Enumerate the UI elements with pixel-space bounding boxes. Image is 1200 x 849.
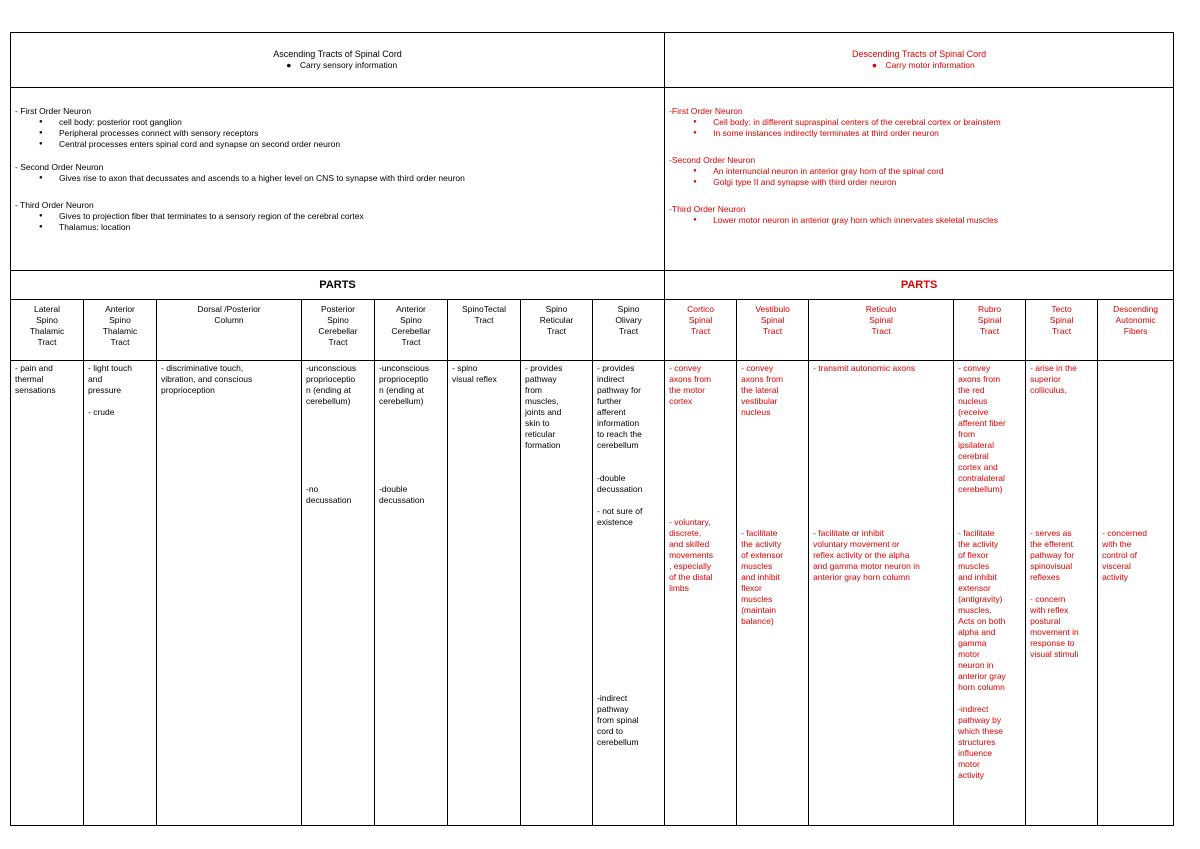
neuron-bullet-item: ● Lower motor neuron in anterior gray horn which innervates skeletal muscles bbox=[693, 215, 1169, 226]
ascending-description-cell: - discriminative touch, vibration, and conscious proprioception bbox=[157, 361, 302, 826]
descending-subtitle: Carry motor information bbox=[885, 60, 975, 70]
ascending-column-header: Spino Reticular Tract bbox=[521, 300, 593, 361]
neuron-row bbox=[11, 88, 1174, 271]
descending-column-header: Vestibulo Spinal Tract bbox=[737, 300, 809, 361]
ascending-column-header: Anterior Spino Cerebellar Tract bbox=[375, 300, 448, 361]
ascending-title: Ascending Tracts of Spinal Cord bbox=[273, 49, 402, 59]
first-order-list bbox=[15, 117, 660, 150]
parts-row bbox=[11, 271, 1174, 300]
descending-description-cell: - arise in the superior colliculus, - serves as the efferent pathway for spinovisual reflexes - concern with reflex postural movement in response to visual stimuli bbox=[1026, 361, 1098, 826]
bullet-icon: ● bbox=[871, 60, 877, 70]
ascending-parts-heading: PARTS bbox=[11, 271, 665, 300]
neuron-bullet-item: ● Thalamus: location bbox=[39, 222, 660, 233]
descending-description-cell: - convey axons from the motor cortex - voluntary, discrete, and skilled movements , especially of the distal limbs bbox=[665, 361, 737, 826]
spinal-tracts-table bbox=[10, 32, 1174, 826]
column-header-row bbox=[11, 300, 1174, 361]
descending-description-cell: - transmit autonomic axons - facilitate or inhibit voluntary movement or reflex activity or the alpha and gamma motor neuron in anterior gray horn column bbox=[809, 361, 954, 826]
descending-column-header: Descending Autonomic Fibers bbox=[1098, 300, 1174, 361]
neuron-bullet-item: ● Gives to projection fiber that terminates to a sensory region of the cerebral cortex bbox=[39, 211, 660, 222]
descending-column-header: Cortico Spinal Tract bbox=[665, 300, 737, 361]
second-order-title: - Second Order Neuron bbox=[15, 162, 104, 172]
ascending-description-cell: -unconscious proprioceptio n (ending at cerebellum) -double decussation bbox=[375, 361, 448, 826]
third-order-list bbox=[669, 215, 1169, 226]
third-order-list bbox=[15, 211, 660, 233]
neuron-bullet-item: ● Cell body: in different supraspinal centers of the cerebral cortex or brainstem bbox=[693, 117, 1169, 128]
first-order-title: - First Order Neuron bbox=[15, 106, 92, 116]
third-order-title: -Third Order Neuron bbox=[669, 204, 746, 214]
ascending-description-cell: - spino visual reflex bbox=[448, 361, 521, 826]
ascending-description-cell: -unconscious proprioceptio n (ending at cerebellum) -no decussation bbox=[302, 361, 375, 826]
ascending-column-header: Anterior Spino Thalamic Tract bbox=[84, 300, 157, 361]
neuron-bullet-item: ● In some instances indirectly terminates at third order neuron bbox=[693, 128, 1169, 139]
ascending-description-cell: - light touch and pressure - crude bbox=[84, 361, 157, 826]
title-row bbox=[11, 33, 1174, 88]
ascending-neurons bbox=[11, 88, 665, 271]
ascending-description-cell: - provides pathway from muscles, joints and skin to reticular formation bbox=[521, 361, 593, 826]
descending-title: Descending Tracts of Spinal Cord bbox=[852, 49, 987, 59]
descending-neurons bbox=[665, 88, 1174, 271]
descending-column-header: Reticulo Spinal Tract bbox=[809, 300, 954, 361]
ascending-column-header: Spino Olivary Tract bbox=[593, 300, 665, 361]
neuron-bullet-item: ● Peripheral processes connect with sensory receptors bbox=[39, 128, 660, 139]
descending-description-cell: - convey axons from the red nucleus (receive afferent fiber from ipsilateral cerebral cortex and contralateral cerebellum) - facilitate the activity of flexor muscles and inhibit extensor (antigravity) muscles. Acts on both alpha and gamma motor neuron in anterior gray horn column -indirect pathway by which these structures influence motor activity bbox=[954, 361, 1026, 826]
ascending-header bbox=[11, 33, 665, 88]
tracts-table-page bbox=[10, 32, 1173, 819]
first-order-list bbox=[669, 117, 1169, 139]
descending-description-cell: - concerned with the control of visceral activity bbox=[1098, 361, 1174, 826]
first-order-title: -First Order Neuron bbox=[669, 106, 743, 116]
third-order-title: - Third Order Neuron bbox=[15, 200, 94, 210]
descending-header bbox=[665, 33, 1174, 88]
bullet-icon: ● bbox=[286, 60, 292, 70]
descending-parts-heading: PARTS bbox=[665, 271, 1174, 300]
ascending-column-header: Dorsal /Posterior Column bbox=[157, 300, 302, 361]
descending-description-cell: - convey axons from the lateral vestibular nucleus - facilitate the activity of extensor muscles and inhibit flexor muscles (maintain balance) bbox=[737, 361, 809, 826]
second-order-title: -Second Order Neuron bbox=[669, 155, 756, 165]
second-order-list bbox=[669, 166, 1169, 188]
second-order-list bbox=[15, 173, 660, 184]
ascending-column-header: SpinoTectal Tract bbox=[448, 300, 521, 361]
descending-column-header: Tecto Spinal Tract bbox=[1026, 300, 1098, 361]
ascending-description-cell: - pain and thermal sensations bbox=[11, 361, 84, 826]
neuron-bullet-item: ● Gives rise to axon that decussates and ascends to a higher level on CNS to synapse with third order neuron bbox=[39, 173, 660, 184]
ascending-column-header: Posterior Spino Cerebellar Tract bbox=[302, 300, 375, 361]
ascending-subtitle: Carry sensory information bbox=[299, 60, 398, 70]
neuron-bullet-item: ● An internuncial neuron in anterior gray horn of the spinal cord bbox=[693, 166, 1169, 177]
neuron-bullet-item: ● Golgi type II and synapse with third order neuron bbox=[693, 177, 1169, 188]
descending-column-header: Rubro Spinal Tract bbox=[954, 300, 1026, 361]
ascending-description-cell: - provides indirect pathway for further afferent information to reach the cerebellum -double decussation - not sure of existence -indirect pathway from spinal cord to cerebellum bbox=[593, 361, 665, 826]
ascending-column-header: Lateral Spino Thalamic Tract bbox=[11, 300, 84, 361]
neuron-bullet-item: ● Central processes enters spinal cord and synapse on second order neuron bbox=[39, 139, 660, 150]
description-row bbox=[11, 361, 1174, 826]
neuron-bullet-item: ● cell body: posterior root ganglion bbox=[39, 117, 660, 128]
